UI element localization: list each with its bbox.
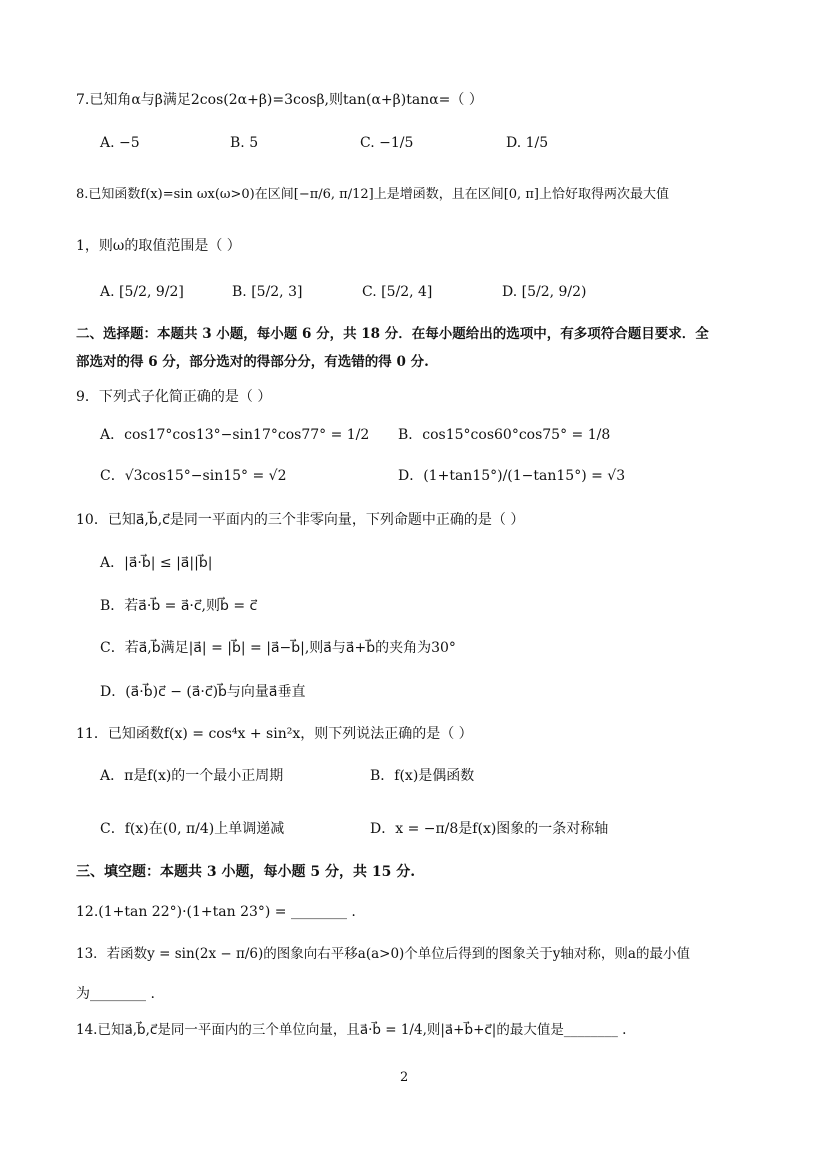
- q11-option-c: C．f(x)在(0, π/4)上单调递减: [100, 821, 285, 837]
- q11-option-d: D．x = −π/8是f(x)图象的一条对称轴: [370, 821, 609, 837]
- q9-option-d: D．(1+tan15°)/(1−tan15°) = √3: [398, 468, 626, 484]
- q10-option-b: B．若a⃗·b⃗ = a⃗·c⃗,则b⃗ = c⃗: [100, 598, 258, 614]
- q8-option-d: D. [5/2, 9/2): [502, 284, 587, 300]
- q13-stem-line2: 为________ .: [76, 986, 155, 1002]
- q8-stem-line1: 8.已知函数f(x)=sin ωx(ω>0)在区间[−π/6, π/12]上是增函数，且在区间[0, π]上恰好取得两次最大值: [76, 187, 669, 202]
- q8-option-a: A. [5/2, 9/2]: [100, 284, 184, 300]
- q10-stem: 10．已知a⃗,b⃗,c⃗是同一平面内的三个非零向量，下列命题中正确的是（ ）: [76, 512, 525, 528]
- q7-option-a: A. −5: [100, 135, 140, 151]
- section2-heading-line1: 二、选择题：本题共 3 小题，每小题 6 分，共 18 分．在每小题给出的选项中，有多项符合题目要求．全: [76, 326, 709, 342]
- q11-option-b: B．f(x)是偶函数: [370, 768, 475, 784]
- q9-option-a: A．cos17°cos13°−sin17°cos77° = 1/2: [100, 427, 370, 443]
- q7-option-d: D. 1/5: [506, 135, 549, 151]
- q8-option-c: C. [5/2, 4]: [362, 284, 433, 300]
- q9-option-c: C．√3cos15°−sin15° = √2: [100, 468, 287, 484]
- q13-stem-line1: 13．若函数y = sin(2x − π/6)的图象向右平移a(a>0)个单位后得到的图象关于y轴对称，则a的最小值: [76, 946, 690, 962]
- q8-option-b: B. [5/2, 3]: [232, 284, 303, 300]
- q10-option-a: A．|a⃗·b⃗| ≤ |a⃗||b⃗|: [100, 555, 213, 571]
- section2-heading-line2: 部选对的得 6 分，部分选对的得部分分，有选错的得 0 分.: [76, 354, 429, 370]
- q9-option-b: B．cos15°cos60°cos75° = 1/8: [398, 427, 611, 443]
- q12-stem: 12.(1+tan 22°)·(1+tan 23°) = ________ .: [76, 904, 356, 920]
- q7-option-c: C. −1/5: [360, 135, 414, 151]
- q14-stem: 14.已知a⃗,b⃗,c⃗是同一平面内的三个单位向量，且a⃗·b⃗ = 1/4,则|a⃗+b⃗+c⃗|的最大值是________ .: [76, 1022, 627, 1038]
- q7-option-b: B. 5: [230, 135, 259, 151]
- q8-stem-line2: 1，则ω的取值范围是（ ）: [76, 238, 241, 254]
- q10-option-d: D．(a⃗·b⃗)c⃗ − (a⃗·c⃗)b⃗与向量a⃗垂直: [100, 684, 306, 700]
- section3-heading: 三、填空题：本题共 3 小题，每小题 5 分，共 15 分.: [76, 864, 416, 880]
- q9-stem: 9．下列式子化简正确的是（ ）: [76, 389, 272, 405]
- q11-stem: 11．已知函数f(x) = cos⁴x + sin²x，则下列说法正确的是（ ）: [76, 726, 473, 742]
- q7-stem: 7.已知角α与β满足2cos(2α+β)=3cosβ,则tan(α+β)tanα=（ ）: [76, 92, 483, 108]
- page-number: 2: [400, 1070, 409, 1085]
- q10-option-c: C．若a⃗,b⃗满足|a⃗| = |b⃗| = |a⃗−b⃗|,则a⃗与a⃗+b⃗的夹角为30°: [100, 640, 456, 656]
- q11-option-a: A．π是f(x)的一个最小正周期: [100, 768, 284, 784]
